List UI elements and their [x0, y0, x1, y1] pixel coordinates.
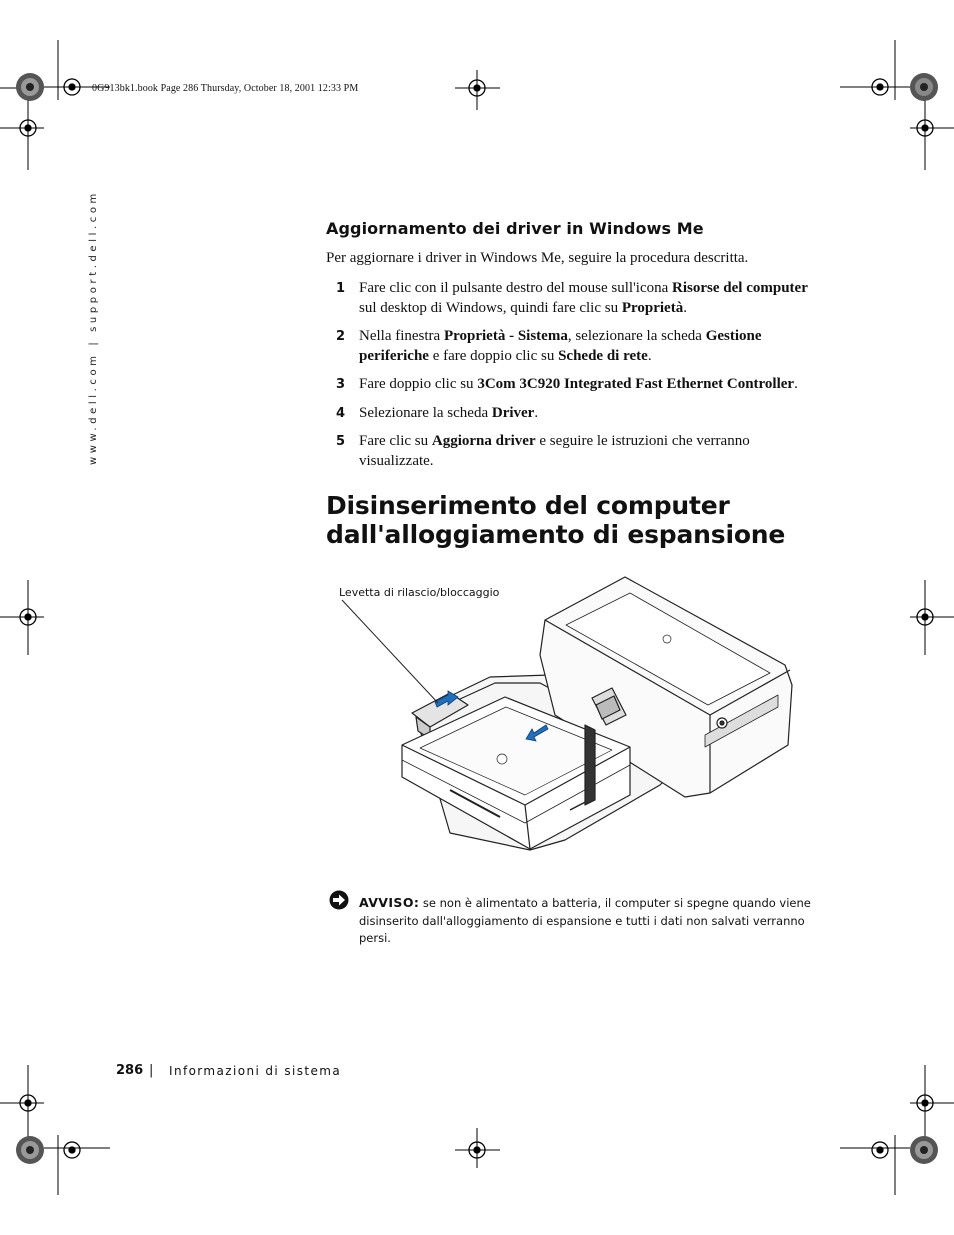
main-heading-line-2: dall'alloggiamento di espansione: [326, 520, 786, 549]
step-item: [336, 375, 816, 395]
main-heading-line-1: Disinserimento del computer: [326, 491, 730, 520]
step-text: Fare doppio clic su: [359, 376, 478, 392]
step-item: [336, 404, 816, 424]
step-number: 3: [336, 377, 346, 392]
print-header-stamp: 0G913bk1.book Page 286 Thursday, October 18, 2001 12:33 PM: [92, 83, 359, 94]
notice-arrow-icon: [329, 890, 349, 910]
notice-text: se non è alimentato a batteria, il computer si spegne quando viene disinserito dall'alloggiamento di espansione e tutti i dati non salvati verranno persi.: [359, 896, 811, 945]
step-item: [336, 327, 816, 366]
step-text: .: [794, 376, 798, 392]
step-ui-term: Proprietà - Sistema: [443, 328, 568, 344]
intro-paragraph: Per aggiornare i driver in Windows Me, seguire la procedura descritta.: [326, 250, 749, 266]
steps-list: [336, 279, 816, 480]
step-ui-term: 3Com 3C920 Integrated Fast Ethernet Controller: [477, 376, 795, 392]
step-ui-term: Driver: [491, 404, 535, 421]
step-number: 1: [336, 281, 346, 296]
section-heading: Aggiornamento dei driver in Windows Me: [326, 219, 704, 238]
step-ui-term: Aggiorna driver: [431, 433, 536, 449]
step-number: 2: [336, 329, 346, 344]
notice-block: [359, 894, 819, 948]
step-item: [336, 432, 759, 471]
side-url: www.dell.com | support.dell.com: [88, 190, 99, 465]
step-number: 5: [336, 434, 346, 449]
step-text: Selezionare la scheda: [359, 404, 492, 421]
step-text: sul desktop di Windows, quindi fare clic su: [359, 299, 622, 316]
step-text: e fare doppio clic su: [428, 347, 559, 364]
page-number: 286: [116, 1063, 144, 1078]
footer-section-title: Informazioni di sistema: [169, 1064, 342, 1078]
main-heading: [326, 491, 846, 549]
step-ui-term: Proprietà: [621, 299, 684, 316]
step-text: .: [534, 404, 539, 421]
step-text: , selezionare la scheda: [567, 328, 706, 344]
step-text: Fare clic con il pulsante destro del mouse sull'icona: [359, 280, 673, 296]
figure-callout-label: Levetta di rilascio/bloccaggio: [339, 586, 500, 599]
notice-label: AVVISO:: [359, 895, 420, 910]
undocking-illustration: [330, 565, 800, 860]
step-item: [336, 279, 816, 318]
step-text: Fare clic su: [359, 433, 432, 449]
step-text: .: [683, 299, 687, 316]
step-text: Nella finestra: [359, 328, 444, 344]
step-ui-term: Risorse del computer: [672, 280, 808, 296]
step-ui-term: Schede di rete: [558, 347, 648, 364]
footer-separator: |: [149, 1063, 154, 1078]
step-text: .: [647, 347, 652, 364]
step-ui-term: Gestione periferiche: [359, 328, 762, 364]
step-number: 4: [336, 405, 346, 421]
step-text: e seguire le istruzioni che verranno visualizzate.: [359, 433, 750, 469]
